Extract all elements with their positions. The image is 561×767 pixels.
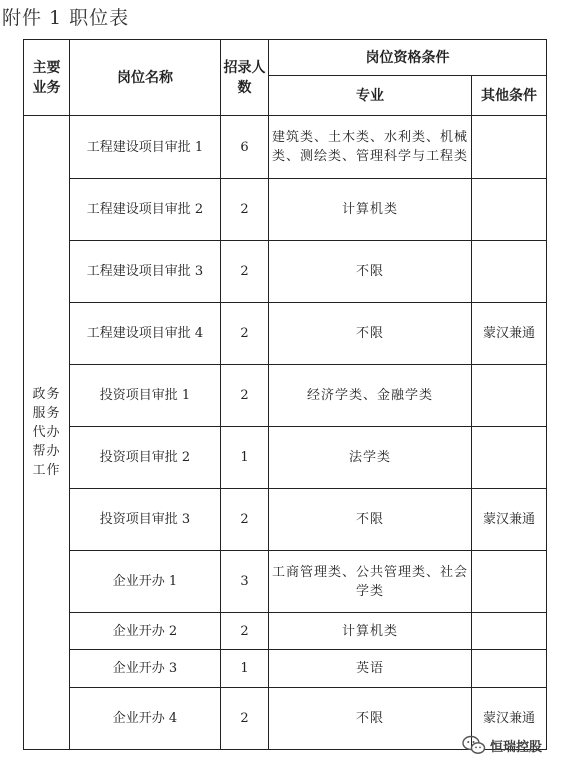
position-name: 企业开办 3	[70, 650, 221, 688]
header-business: 主要业务	[24, 40, 70, 116]
recruit-count: 2	[221, 179, 269, 241]
other-conditions	[472, 613, 547, 650]
header-other-conditions: 其他条件	[472, 76, 547, 116]
recruit-count: 2	[221, 489, 269, 551]
other-conditions	[472, 179, 547, 241]
recruit-count: 1	[221, 427, 269, 489]
recruit-count: 2	[221, 613, 269, 650]
header-major: 专业	[269, 76, 472, 116]
position-name: 企业开办 1	[70, 551, 221, 613]
watermark	[462, 731, 542, 759]
position-name: 投资项目审批 1	[70, 365, 221, 427]
other-conditions	[472, 365, 547, 427]
position-name: 企业开办 2	[70, 613, 221, 650]
recruit-count: 2	[221, 303, 269, 365]
recruit-count: 1	[221, 650, 269, 688]
position-name: 企业开办 4	[70, 688, 221, 750]
business-group-label: 政务服务代办帮办工作	[32, 387, 61, 478]
table-row	[24, 613, 547, 650]
recruit-count: 2	[221, 365, 269, 427]
major: 不限	[269, 241, 472, 303]
header-recruit-count: 招录人数	[221, 40, 269, 116]
other-conditions: 蒙汉兼通	[472, 303, 547, 365]
major: 计算机类	[269, 613, 472, 650]
table-row	[24, 365, 547, 427]
position-name: 投资项目审批 3	[70, 489, 221, 551]
major: 不限	[269, 303, 472, 365]
table-row	[24, 551, 547, 613]
table-row	[24, 427, 547, 489]
other-conditions	[472, 427, 547, 489]
position-table	[23, 39, 547, 750]
position-name: 工程建设项目审批 3	[70, 241, 221, 303]
major: 英语	[269, 650, 472, 688]
other-conditions	[472, 650, 547, 688]
major: 经济学类、金融学类	[269, 365, 472, 427]
major: 计算机类	[269, 179, 472, 241]
major: 不限	[269, 688, 472, 750]
table-row	[24, 650, 547, 688]
recruit-count: 3	[221, 551, 269, 613]
position-name: 工程建设项目审批 1	[70, 116, 221, 179]
recruit-count: 2	[221, 241, 269, 303]
other-conditions: 蒙汉兼通	[472, 489, 547, 551]
wechat-icon	[462, 735, 486, 755]
business-group-cell	[24, 116, 70, 750]
header-qualifications: 岗位资格条件	[269, 40, 547, 76]
table-row	[24, 241, 547, 303]
other-conditions	[472, 241, 547, 303]
major: 工商管理类、公共管理类、社会学类	[269, 551, 472, 613]
position-name: 投资项目审批 2	[70, 427, 221, 489]
major: 不限	[269, 489, 472, 551]
watermark-text: 恒瑞控股	[490, 739, 543, 755]
table-row	[24, 303, 547, 365]
position-name: 工程建设项目审批 2	[70, 179, 221, 241]
header-position-name: 岗位名称	[70, 40, 221, 116]
recruit-count: 6	[221, 116, 269, 179]
document-title: 附件 1 职位表	[2, 7, 130, 29]
major: 建筑类、土木类、水利类、机械类、测绘类、管理科学与工程类	[269, 116, 472, 179]
major: 法学类	[269, 427, 472, 489]
other-conditions: 蒙汉兼通	[472, 688, 547, 750]
table-row	[24, 116, 547, 179]
position-name: 工程建设项目审批 4	[70, 303, 221, 365]
recruit-count: 2	[221, 688, 269, 750]
other-conditions	[472, 116, 547, 179]
other-conditions	[472, 551, 547, 613]
table-row	[24, 489, 547, 551]
table-row	[24, 179, 547, 241]
